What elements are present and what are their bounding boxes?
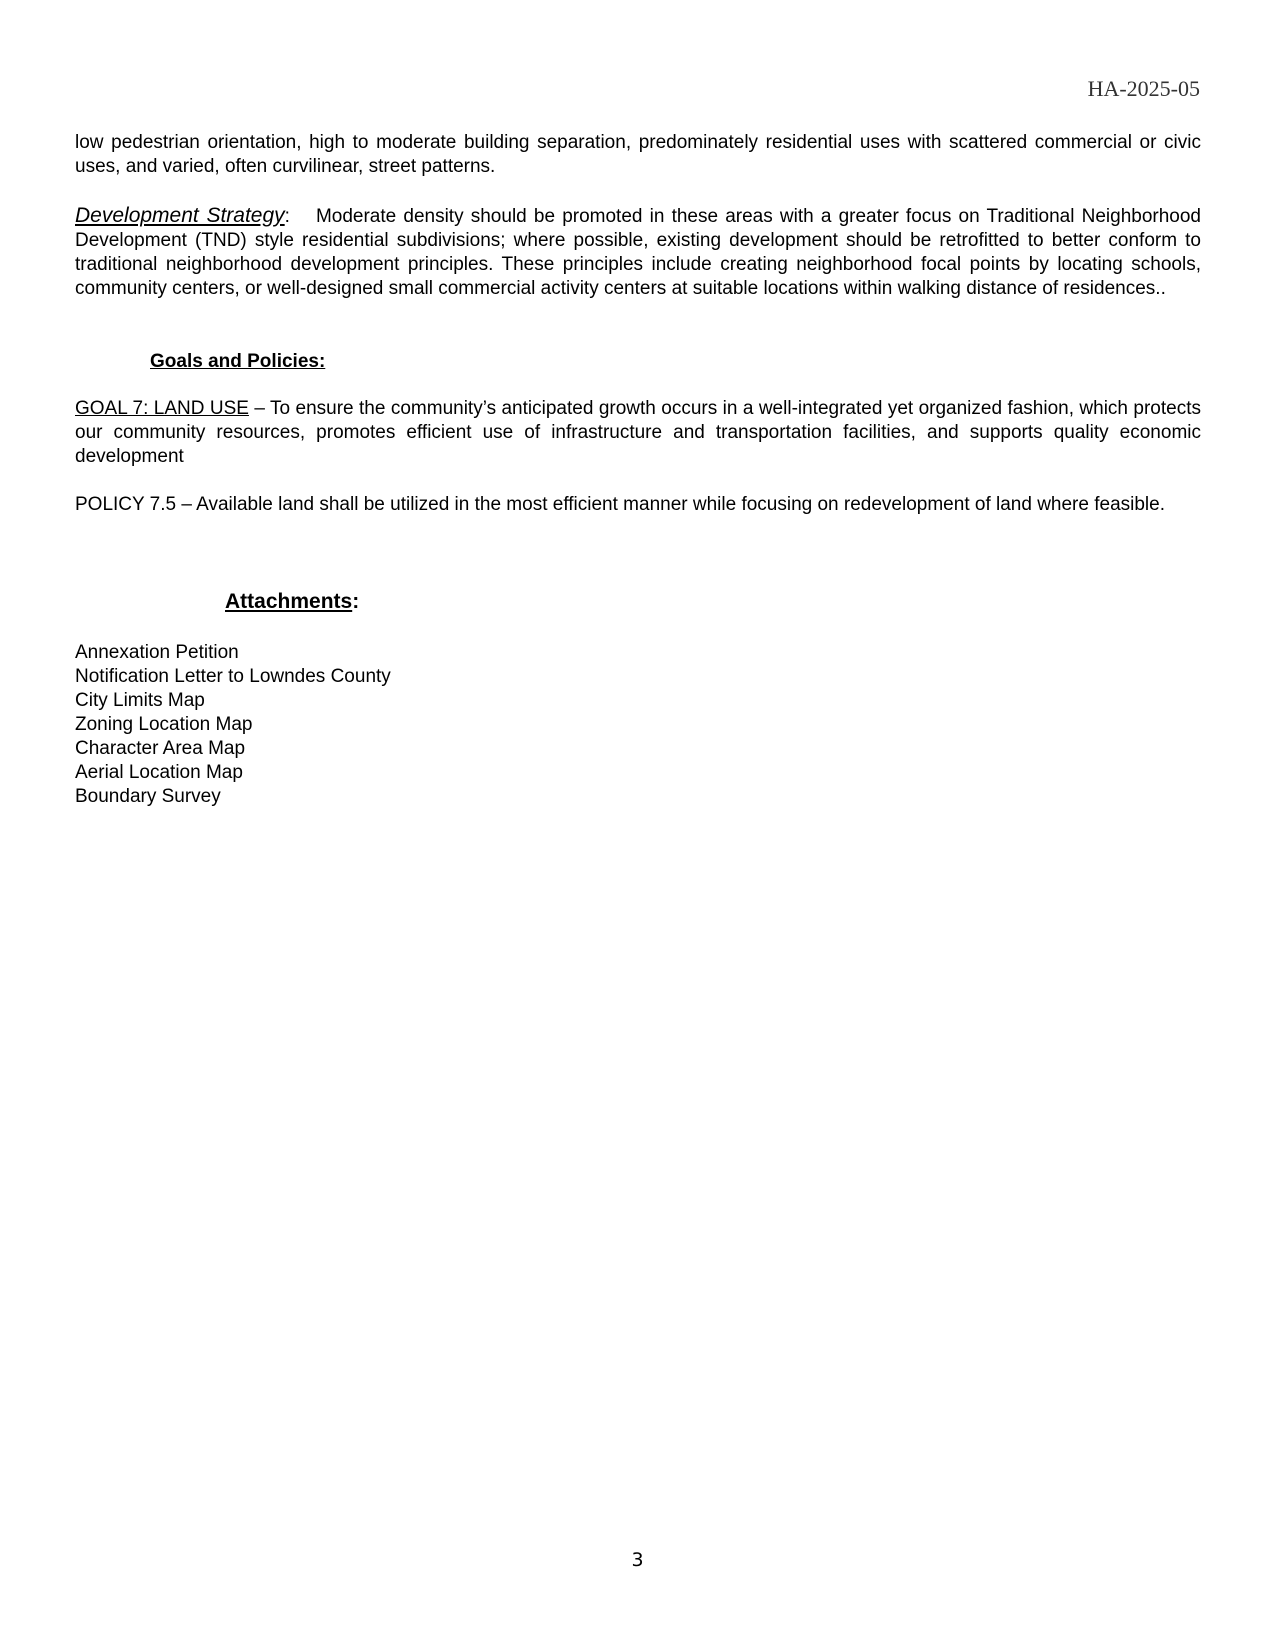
attachments-list xyxy=(75,641,391,809)
attachment-item: Notification Letter to Lowndes County xyxy=(75,666,391,687)
attachment-item: City Limits Map xyxy=(75,690,205,711)
intro-paragraph: low pedestrian orientation, high to moderate building separation, predominately residential uses with scattered commercial or civic uses, and varied, often curvilinear, street patterns. xyxy=(75,132,1201,177)
attachments-heading-colon: : xyxy=(352,590,360,613)
goal-paragraph xyxy=(75,397,1201,469)
attachments-heading-label: Attachments xyxy=(225,590,353,613)
development-strategy-paragraph xyxy=(75,204,1201,301)
document-id: HA-2025-05 xyxy=(1087,76,1200,101)
attachments-heading xyxy=(225,589,359,615)
attachment-item: Zoning Location Map xyxy=(75,714,253,735)
development-strategy-text: Moderate density should be promoted in these areas with a greater focus on Traditional Neighborhood Development (TND) style residential subdivisions; where possible, existing development should be retrofitted to better conform to traditional neighborhood development principles. These principles include creating neighborhood focal points by locating schools, community centers, or well-designed small commercial activity centers at suitable locations within walking distance of residences.. xyxy=(75,206,1201,299)
attachment-item: Boundary Survey xyxy=(75,786,221,807)
page-number: 3 xyxy=(631,1549,644,1571)
attachment-item: Aerial Location Map xyxy=(75,762,243,783)
goals-policies-heading: Goals and Policies: xyxy=(150,351,326,372)
development-strategy-colon: : xyxy=(284,206,290,227)
development-strategy-label: Development Strategy xyxy=(75,204,285,227)
attachment-item: Character Area Map xyxy=(75,738,246,759)
attachment-item: Annexation Petition xyxy=(75,642,239,663)
goal-label: GOAL 7: LAND USE xyxy=(75,398,249,419)
policy-paragraph: POLICY 7.5 – Available land shall be utilized in the most efficient manner while focusing on redevelopment of land where feasible. xyxy=(75,494,1165,515)
goal-text: – To ensure the community’s anticipated growth occurs in a well-integrated yet organized fashion, which protects our community resources, promotes efficient use of infrastructure and transportation facilities, and supports quality economic development xyxy=(75,398,1201,467)
